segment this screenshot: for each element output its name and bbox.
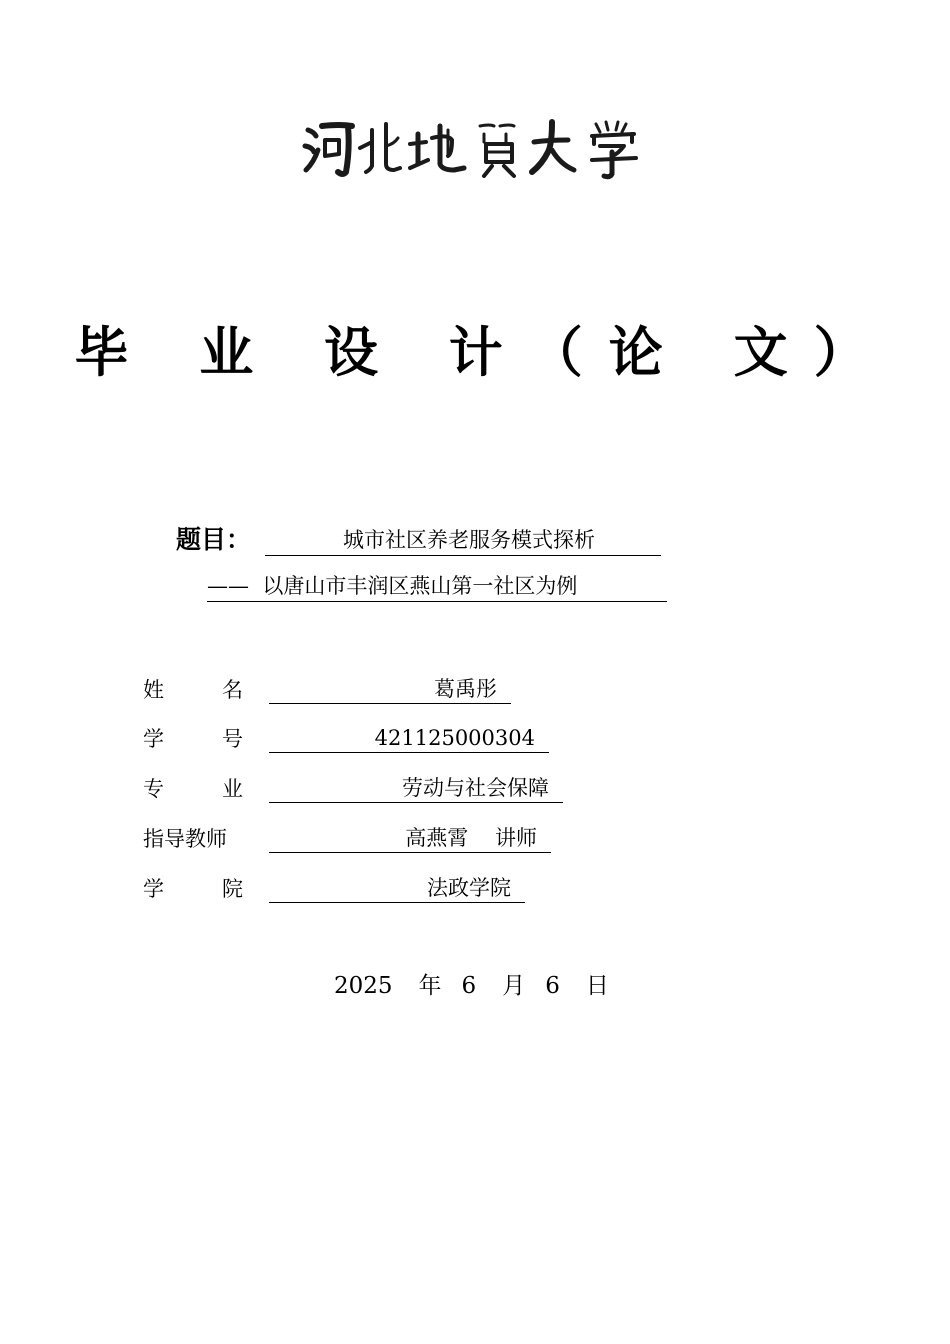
field-college xyxy=(143,871,525,903)
date-year: 2025 xyxy=(334,973,393,999)
field-name xyxy=(143,672,511,704)
topic-label: 题目： xyxy=(176,525,252,554)
field-value-college: 法政学院 xyxy=(269,874,525,903)
date-day: 6 xyxy=(545,973,560,999)
university-logo xyxy=(300,112,660,182)
thesis-title: 毕 业 设 计（论 文） xyxy=(74,321,894,384)
topic-row-2 xyxy=(207,572,667,602)
field-label-major: 专 业 xyxy=(143,777,243,801)
field-label-advisor: 指导教师 xyxy=(143,827,227,851)
topic-line-1: 城市社区养老服务模式探析 xyxy=(265,526,661,556)
topic-row xyxy=(176,522,661,556)
university-calligraphy-logo xyxy=(300,112,660,182)
date-month: 6 xyxy=(461,973,477,999)
field-label-name: 姓 名 xyxy=(143,678,243,702)
date-year-unit: 年 xyxy=(418,973,442,999)
field-advisor xyxy=(143,821,551,853)
field-label-student-id: 学 号 xyxy=(143,727,243,751)
field-value-advisor: 高燕霄 讲师 xyxy=(269,824,551,853)
field-value-student-id: 421125000304 xyxy=(269,724,549,753)
field-student-id xyxy=(143,721,549,753)
field-label-college: 学 院 xyxy=(143,877,243,901)
field-value-name: 葛禹彤 xyxy=(269,675,511,704)
field-value-major: 劳动与社会保障 xyxy=(269,774,563,803)
submission-date xyxy=(334,970,609,1002)
field-major xyxy=(143,771,563,803)
date-day-unit: 日 xyxy=(585,973,609,999)
topic-line-2: —— 以唐山市丰润区燕山第一社区为例 xyxy=(207,572,667,602)
date-month-unit: 月 xyxy=(502,973,526,999)
